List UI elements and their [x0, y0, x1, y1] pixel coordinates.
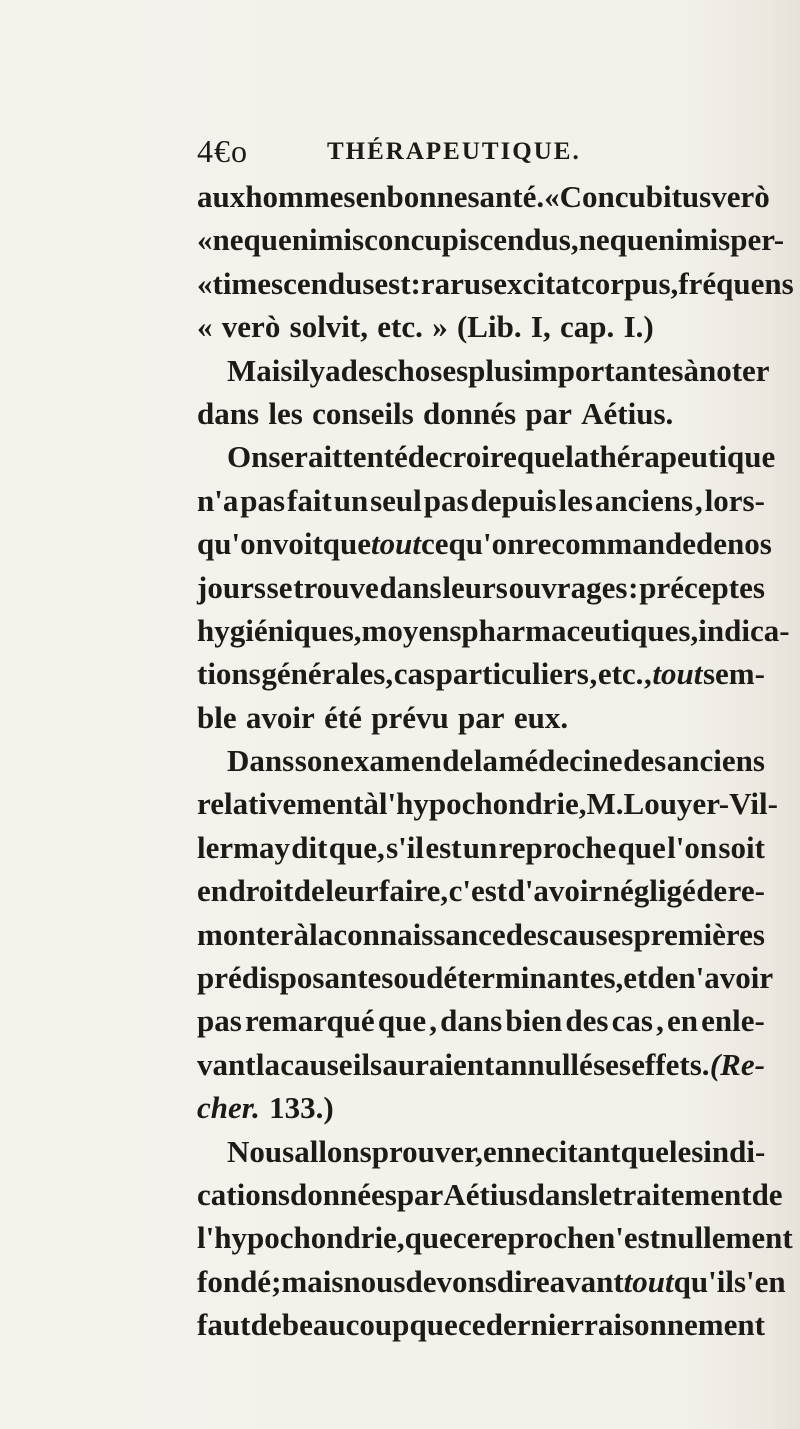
body-text [197, 175, 794, 1347]
text-line: lermay dit que, s'il est un reproche que l'on soit [197, 829, 765, 865]
text-line: l'hypochondrie, que ce reproche n'est nullement [197, 1220, 793, 1256]
text-line: aux hommes en bonne santé. « Concubitus verò [197, 179, 770, 214]
text-line: On serait tenté de croire que la thérapeutique [227, 439, 776, 475]
text-line: en droit de leur faire, c'est d'avoir négligé de re- [197, 873, 765, 909]
text-line: « verò solvit, etc. » (Lib. I, cap. I.) [197, 309, 654, 345]
text-line: hygiéniques , moyens pharmaceutiques , indica- [197, 612, 790, 648]
text-line: « timescendus est : rarus excitat corpus, fréquens [197, 265, 794, 301]
text-line: qu'on voit que tout ce qu'on recommande de nos [197, 526, 772, 562]
text-line: fondé ; mais nous devons dire avant tout qu'il s'en [197, 1263, 786, 1299]
text-line: dans les conseils donnés par Aétius. [197, 395, 674, 431]
text-line: jours se trouve dans leurs ouvrages : préceptes [197, 569, 765, 605]
page-number: 4€o [197, 133, 248, 169]
running-title: THÉRAPEUTIQUE. [327, 138, 581, 165]
text-line: relativement à l'hypochondrie , M. Louyer-Vil- [197, 786, 778, 822]
text-line: monter à la connaissance des causes premières [197, 916, 765, 952]
text-line: ble avoir été prévu par eux. [197, 699, 569, 735]
text-line: vant la cause ils auraient annullé ses effets. (Re- [197, 1046, 765, 1082]
text-line: tions générales, cas particuliers , etc. , tout sem- [197, 656, 765, 692]
text-line: cher. 133.) [197, 1090, 334, 1126]
text-line: Dans son examen de la médecine des anciens [227, 743, 765, 779]
text-line: n'a pas fait un seul pas depuis les anciens , lors- [197, 482, 765, 518]
text-line: « neque nimis concupiscendus, neque nimis per- [197, 222, 785, 258]
page-header [197, 131, 757, 171]
text-line: pas remarqué que , dans bien des cas , en enle- [197, 1003, 765, 1039]
text-line: faut de beaucoup que ce dernier raisonnement [197, 1307, 765, 1343]
text-line: prédisposantes ou déterminantes , et de n'avoir [197, 960, 774, 996]
text-line: Nous allons prouver, en ne citant que les indi- [227, 1133, 766, 1169]
text-line: cations données par Aétius dans le traitement de [197, 1176, 783, 1212]
text-line: Mais il y a des choses plus importantes à noter [227, 352, 770, 388]
